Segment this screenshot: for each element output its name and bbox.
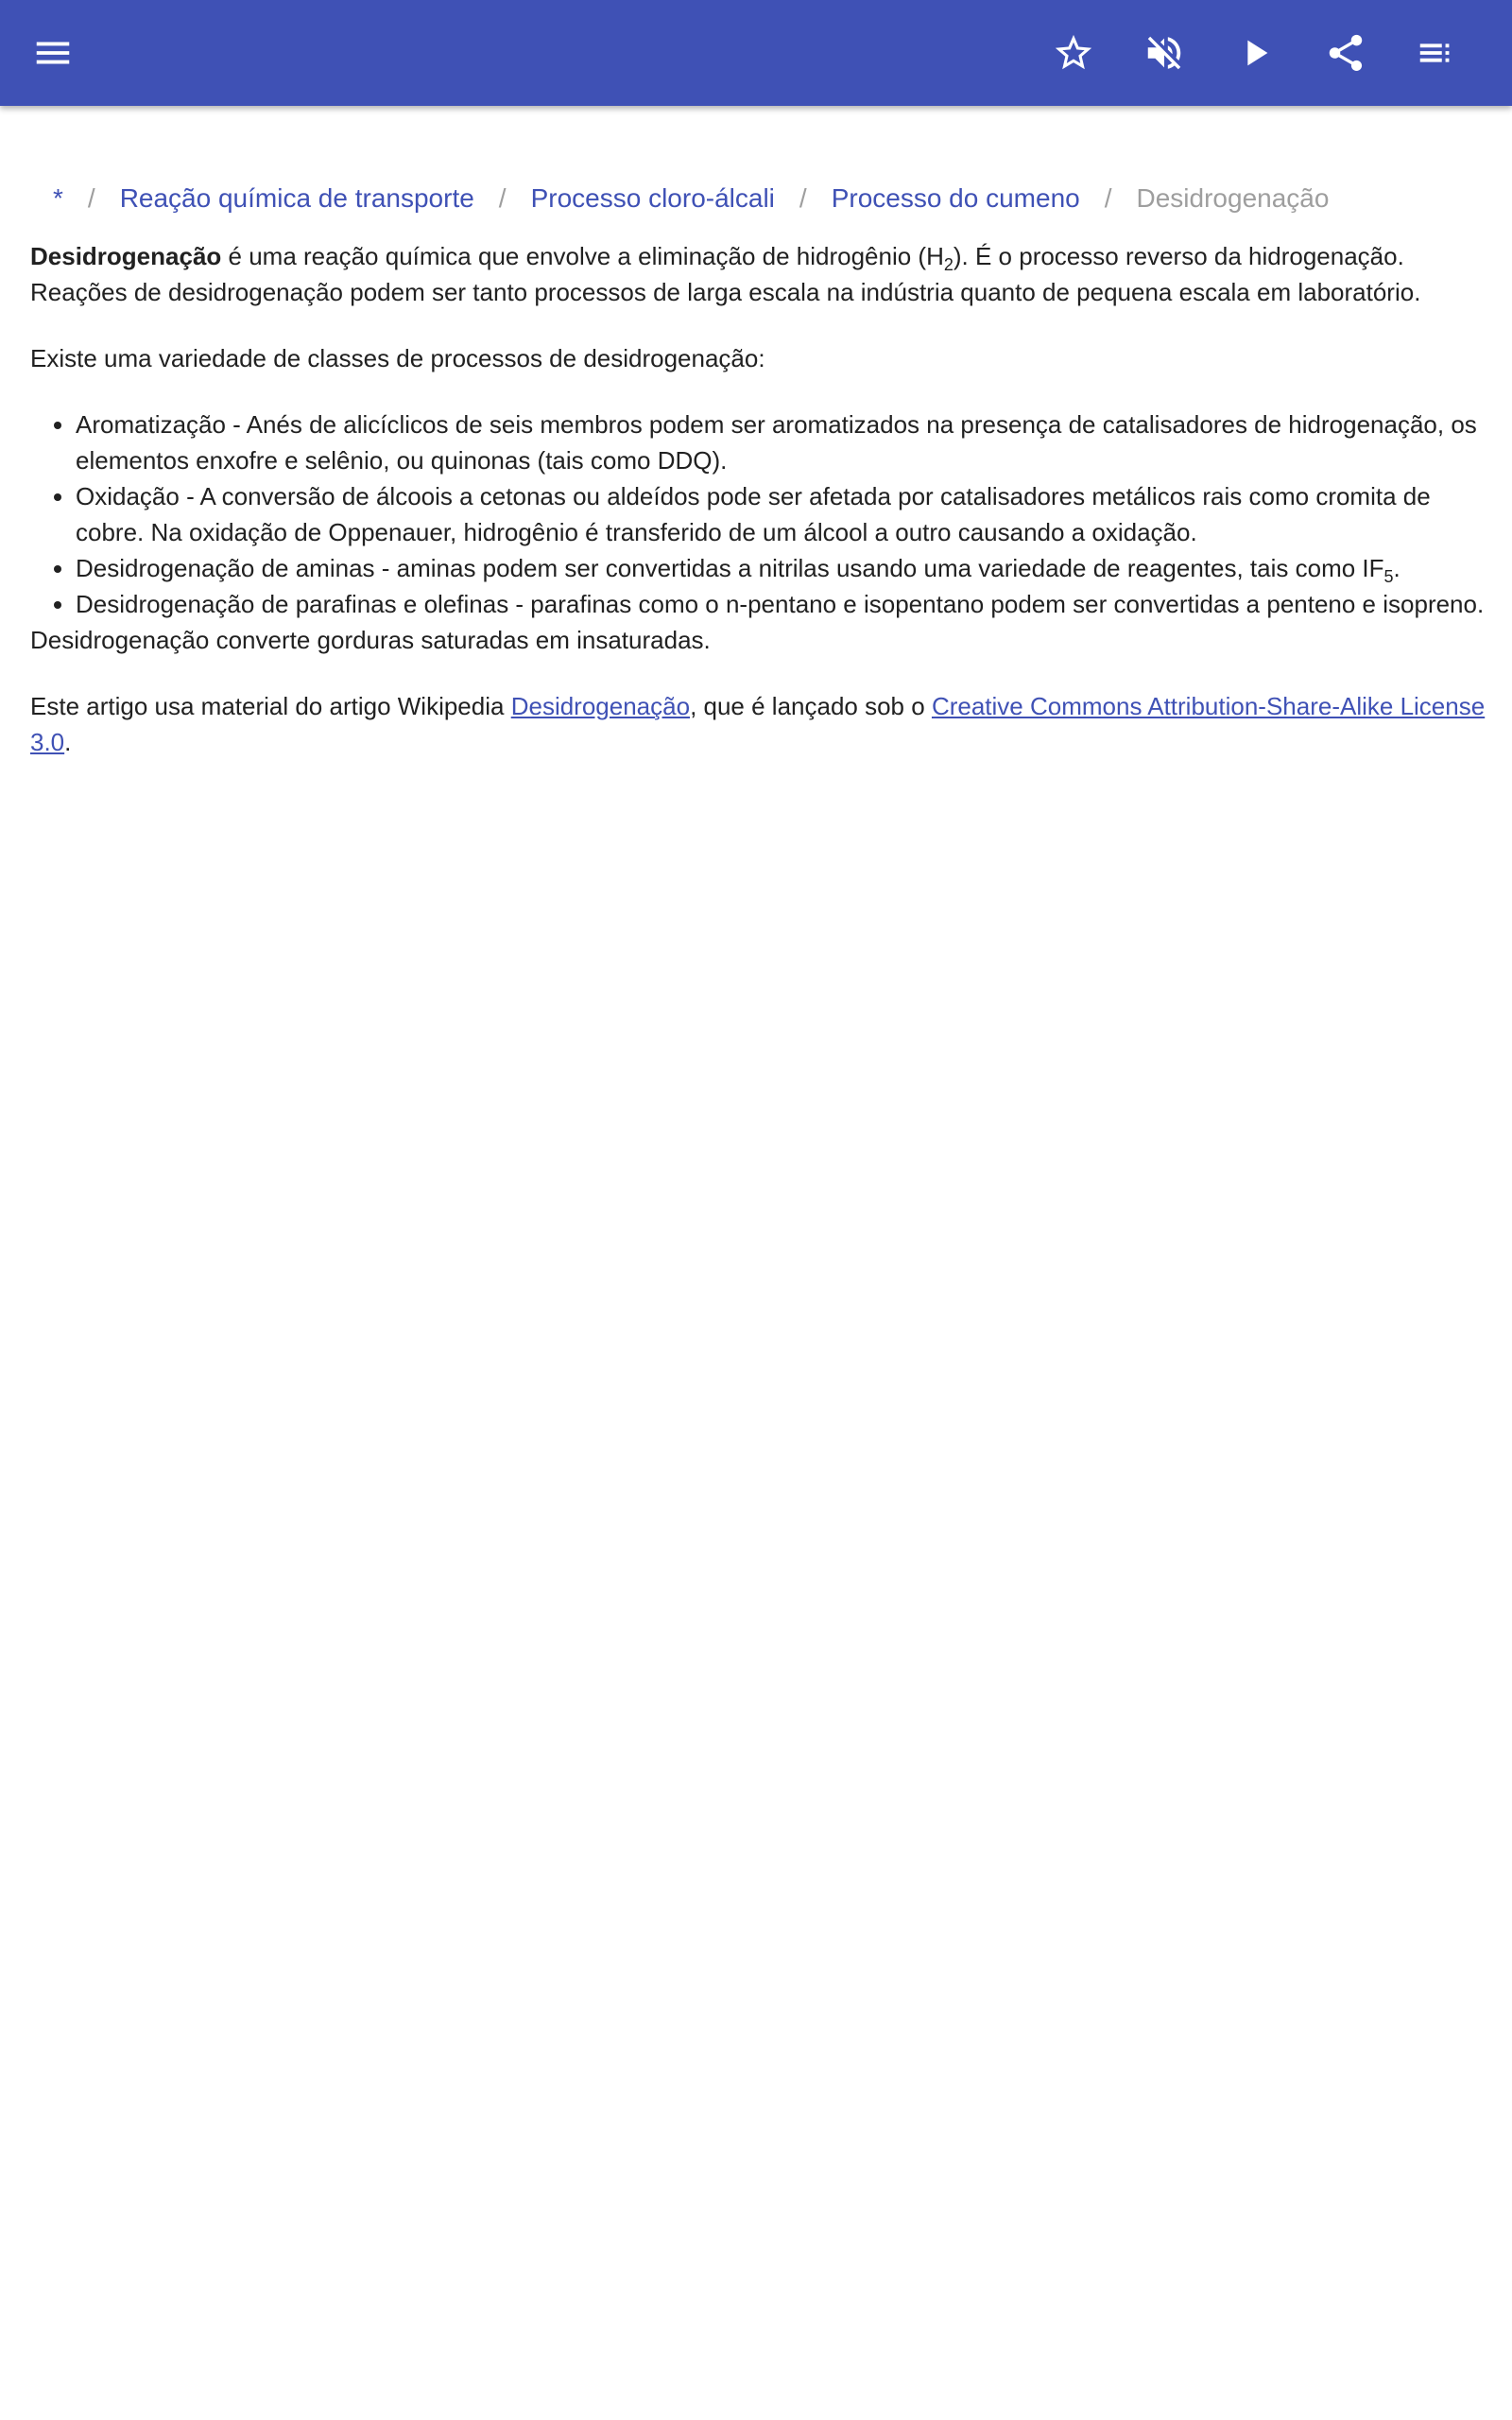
list-item-end: . <box>1393 554 1400 582</box>
breadcrumb-separator: / <box>799 183 807 213</box>
breadcrumb-separator: / <box>87 183 95 213</box>
breadcrumb-item-cumene[interactable]: Processo do cumeno <box>831 183 1080 213</box>
subscript: 2 <box>943 255 954 275</box>
menu-button[interactable] <box>19 19 87 87</box>
breadcrumb-separator: / <box>1104 183 1112 213</box>
license-link[interactable]: Creative Commons Attribution-Share-Alike License 3.0 <box>30 692 1486 756</box>
breadcrumb-item-chloralkali[interactable]: Processo cloro-álcali <box>530 183 775 213</box>
breadcrumb-current: Desidrogenação <box>1136 183 1330 213</box>
breadcrumb <box>30 168 1351 229</box>
list-item-text: Desidrogenação de aminas - aminas podem ser convertidas a nitrilas usando uma variedade de reagentes, tais como IF <box>76 554 1384 582</box>
volume-off-icon <box>1143 31 1186 75</box>
bookmark-button[interactable] <box>1040 19 1108 87</box>
article-body <box>30 238 1486 790</box>
intro-text-2: ). É o processo reverso da hidrogenação. Reações de desidrogenação podem ser tanto processos de larga escala na indústria quanto de pequena escala em laboratório. <box>30 242 1421 306</box>
list-item: • Oxidação - A conversão de álcoois a cetonas ou aldeídos pode ser afetada por catalisadores metálicos rais como cromita de cobre. Na oxidação de Oppenauer, hidrogênio é transferido de um álcool a outro causando a oxidação. <box>76 478 1486 550</box>
table-of-contents-button[interactable] <box>1402 19 1470 87</box>
list-item <box>76 550 1486 586</box>
star-outline-icon <box>1052 31 1095 75</box>
list-item: • Aromatização - Anés de alicíclicos de seis membros podem ser aromatizados na presença de catalisadores de hidrogenação, os elementos enxofre e selênio, ou quinonas (tais como DDQ). <box>76 406 1486 478</box>
attribution-middle: , que é lançado sob o <box>690 692 932 720</box>
intro-paragraph <box>30 238 1486 310</box>
play-button[interactable] <box>1221 19 1289 87</box>
attribution <box>30 688 1486 760</box>
breadcrumb-separator: / <box>498 183 507 213</box>
app-bar <box>0 0 1512 106</box>
article-title-bold: Desidrogenação <box>30 242 222 270</box>
attribution-suffix: . <box>64 728 72 756</box>
tail-text: Desidrogenação converte gorduras saturadas em insaturadas. <box>30 626 711 654</box>
mute-button[interactable] <box>1130 19 1198 87</box>
play-icon <box>1233 31 1277 75</box>
subscript: 5 <box>1383 567 1394 587</box>
attribution-prefix: Este artigo usa material do artigo Wikipedia <box>30 692 511 720</box>
wikipedia-article-link[interactable]: Desidrogenação <box>510 692 691 720</box>
breadcrumb-home[interactable]: * <box>53 183 63 213</box>
breadcrumb-item-transport-reaction[interactable]: Reação química de transporte <box>119 183 474 213</box>
list-item: • Desidrogenação de parafinas e olefinas - parafinas como o n-pentano e isopentano podem ser convertidas a penteno e isopreno. <box>76 586 1486 622</box>
share-button[interactable] <box>1312 19 1380 87</box>
share-icon <box>1324 31 1367 75</box>
classes-intro: Existe uma variedade de classes de processos de desidrogenação: <box>30 344 765 372</box>
intro-text: é uma reação química que envolve a eliminação de hidrogênio (H <box>221 242 944 270</box>
playlist-icon <box>1415 31 1458 75</box>
menu-icon <box>31 31 75 75</box>
classes-list <box>30 406 1486 622</box>
